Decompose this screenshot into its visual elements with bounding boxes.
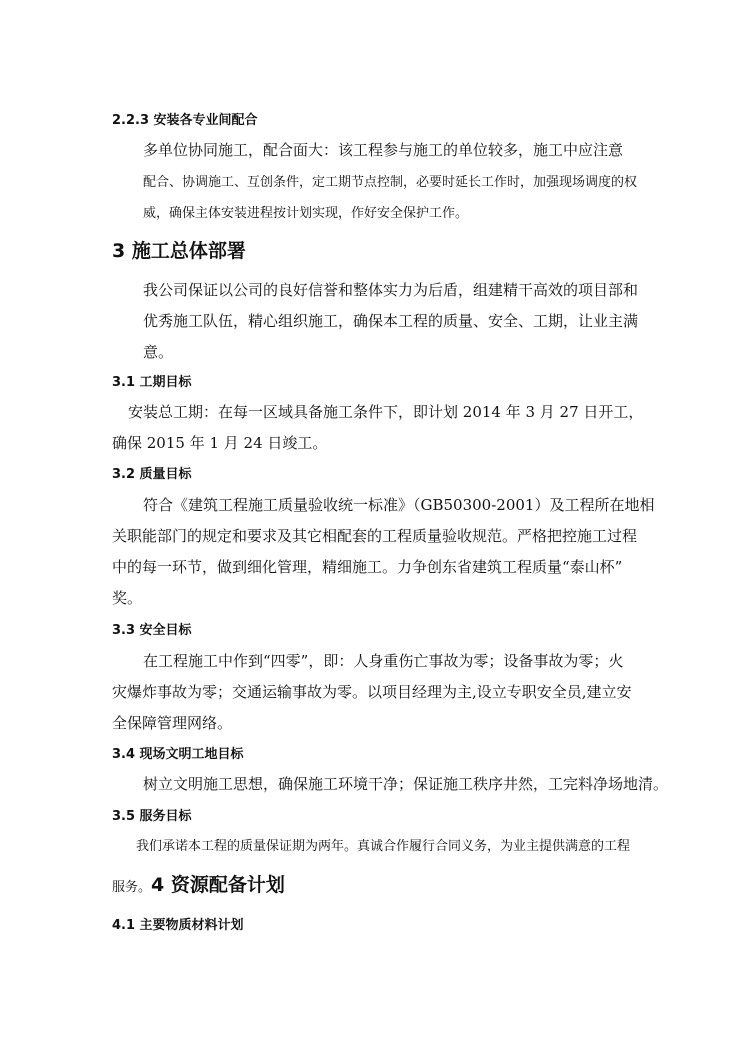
paragraph-line: 树立文明施工思想，确保施工环境干净；保证施工秩序井然，工完料净场地清。	[143, 775, 669, 793]
heading-3-3: 3.3 安全目标	[112, 623, 192, 638]
paragraph-line: 多单位协同施工，配合面大：该工程参与施工的单位较多，施工中应注意	[143, 141, 624, 159]
paragraph-line: 安装总工期：在每一区域具备施工条件下，即计划 2014 年 3 月 27 日开工，	[128, 403, 644, 421]
paragraph-line: 符合《建筑工程施工质量验收统一标准》（GB50300-2001）及工程所在地相	[143, 496, 655, 514]
paragraph-line: 意。	[143, 343, 174, 361]
heading-4: 4 资源配备计划	[151, 874, 285, 896]
paragraph-line: 灾爆炸事故为零；交通运输事故为零。以项目经理为主,设立专职安全员,建立安	[112, 683, 632, 701]
paragraph-line: 在工程施工中作到“四零”，即：人身重伤亡事故为零；设备事故为零；火	[143, 652, 624, 670]
paragraph-line: 威，确保主体安装进程按计划实现，作好安全保护工作。	[143, 206, 469, 221]
paragraph-line-with-heading	[112, 876, 285, 895]
heading-3-2: 3.2 质量目标	[112, 467, 192, 482]
paragraph-line: 全保障管理网络。	[112, 714, 233, 732]
heading-3: 3 施工总体部署	[112, 240, 246, 262]
heading-3-5: 3.5 服务目标	[112, 809, 192, 824]
paragraph-line: 配合、协调施工、互创条件，定工期节点控制，必要时延长工作时，加强现场调度的权	[143, 175, 638, 190]
heading-3-1: 3.1 工期目标	[112, 375, 192, 390]
heading-4-1: 4.1 主要物质材料计划	[112, 918, 244, 933]
paragraph-line: 关职能部门的规定和要求及其它相配套的工程质量验收规范。严格把控施工过程	[112, 527, 638, 545]
heading-2-2-3: 2.2.3 安装各专业间配合	[112, 113, 258, 128]
paragraph-line: 奖。	[112, 589, 143, 607]
paragraph-line: 确保 2015 年 1 月 24 日竣工。	[112, 434, 328, 452]
paragraph-line: 我公司保证以公司的良好信誉和整体实力为后盾，组建精干高效的项目部和	[143, 281, 639, 299]
paragraph-text: 服务。	[112, 880, 152, 895]
heading-3-4: 3.4 现场文明工地目标	[112, 747, 244, 762]
paragraph-line: 中的每一环节，做到细化管理，精细施工。力争创东省建筑工程质量“泰山杯”	[112, 558, 623, 576]
paragraph-line: 优秀施工队伍，精心组织施工，确保本工程的质量、安全、工期，让业主满	[143, 312, 639, 330]
paragraph-line: 我们承诺本工程的质量保证期为两年。真诚合作履行合同义务，为业主提供满意的工程	[136, 839, 631, 854]
